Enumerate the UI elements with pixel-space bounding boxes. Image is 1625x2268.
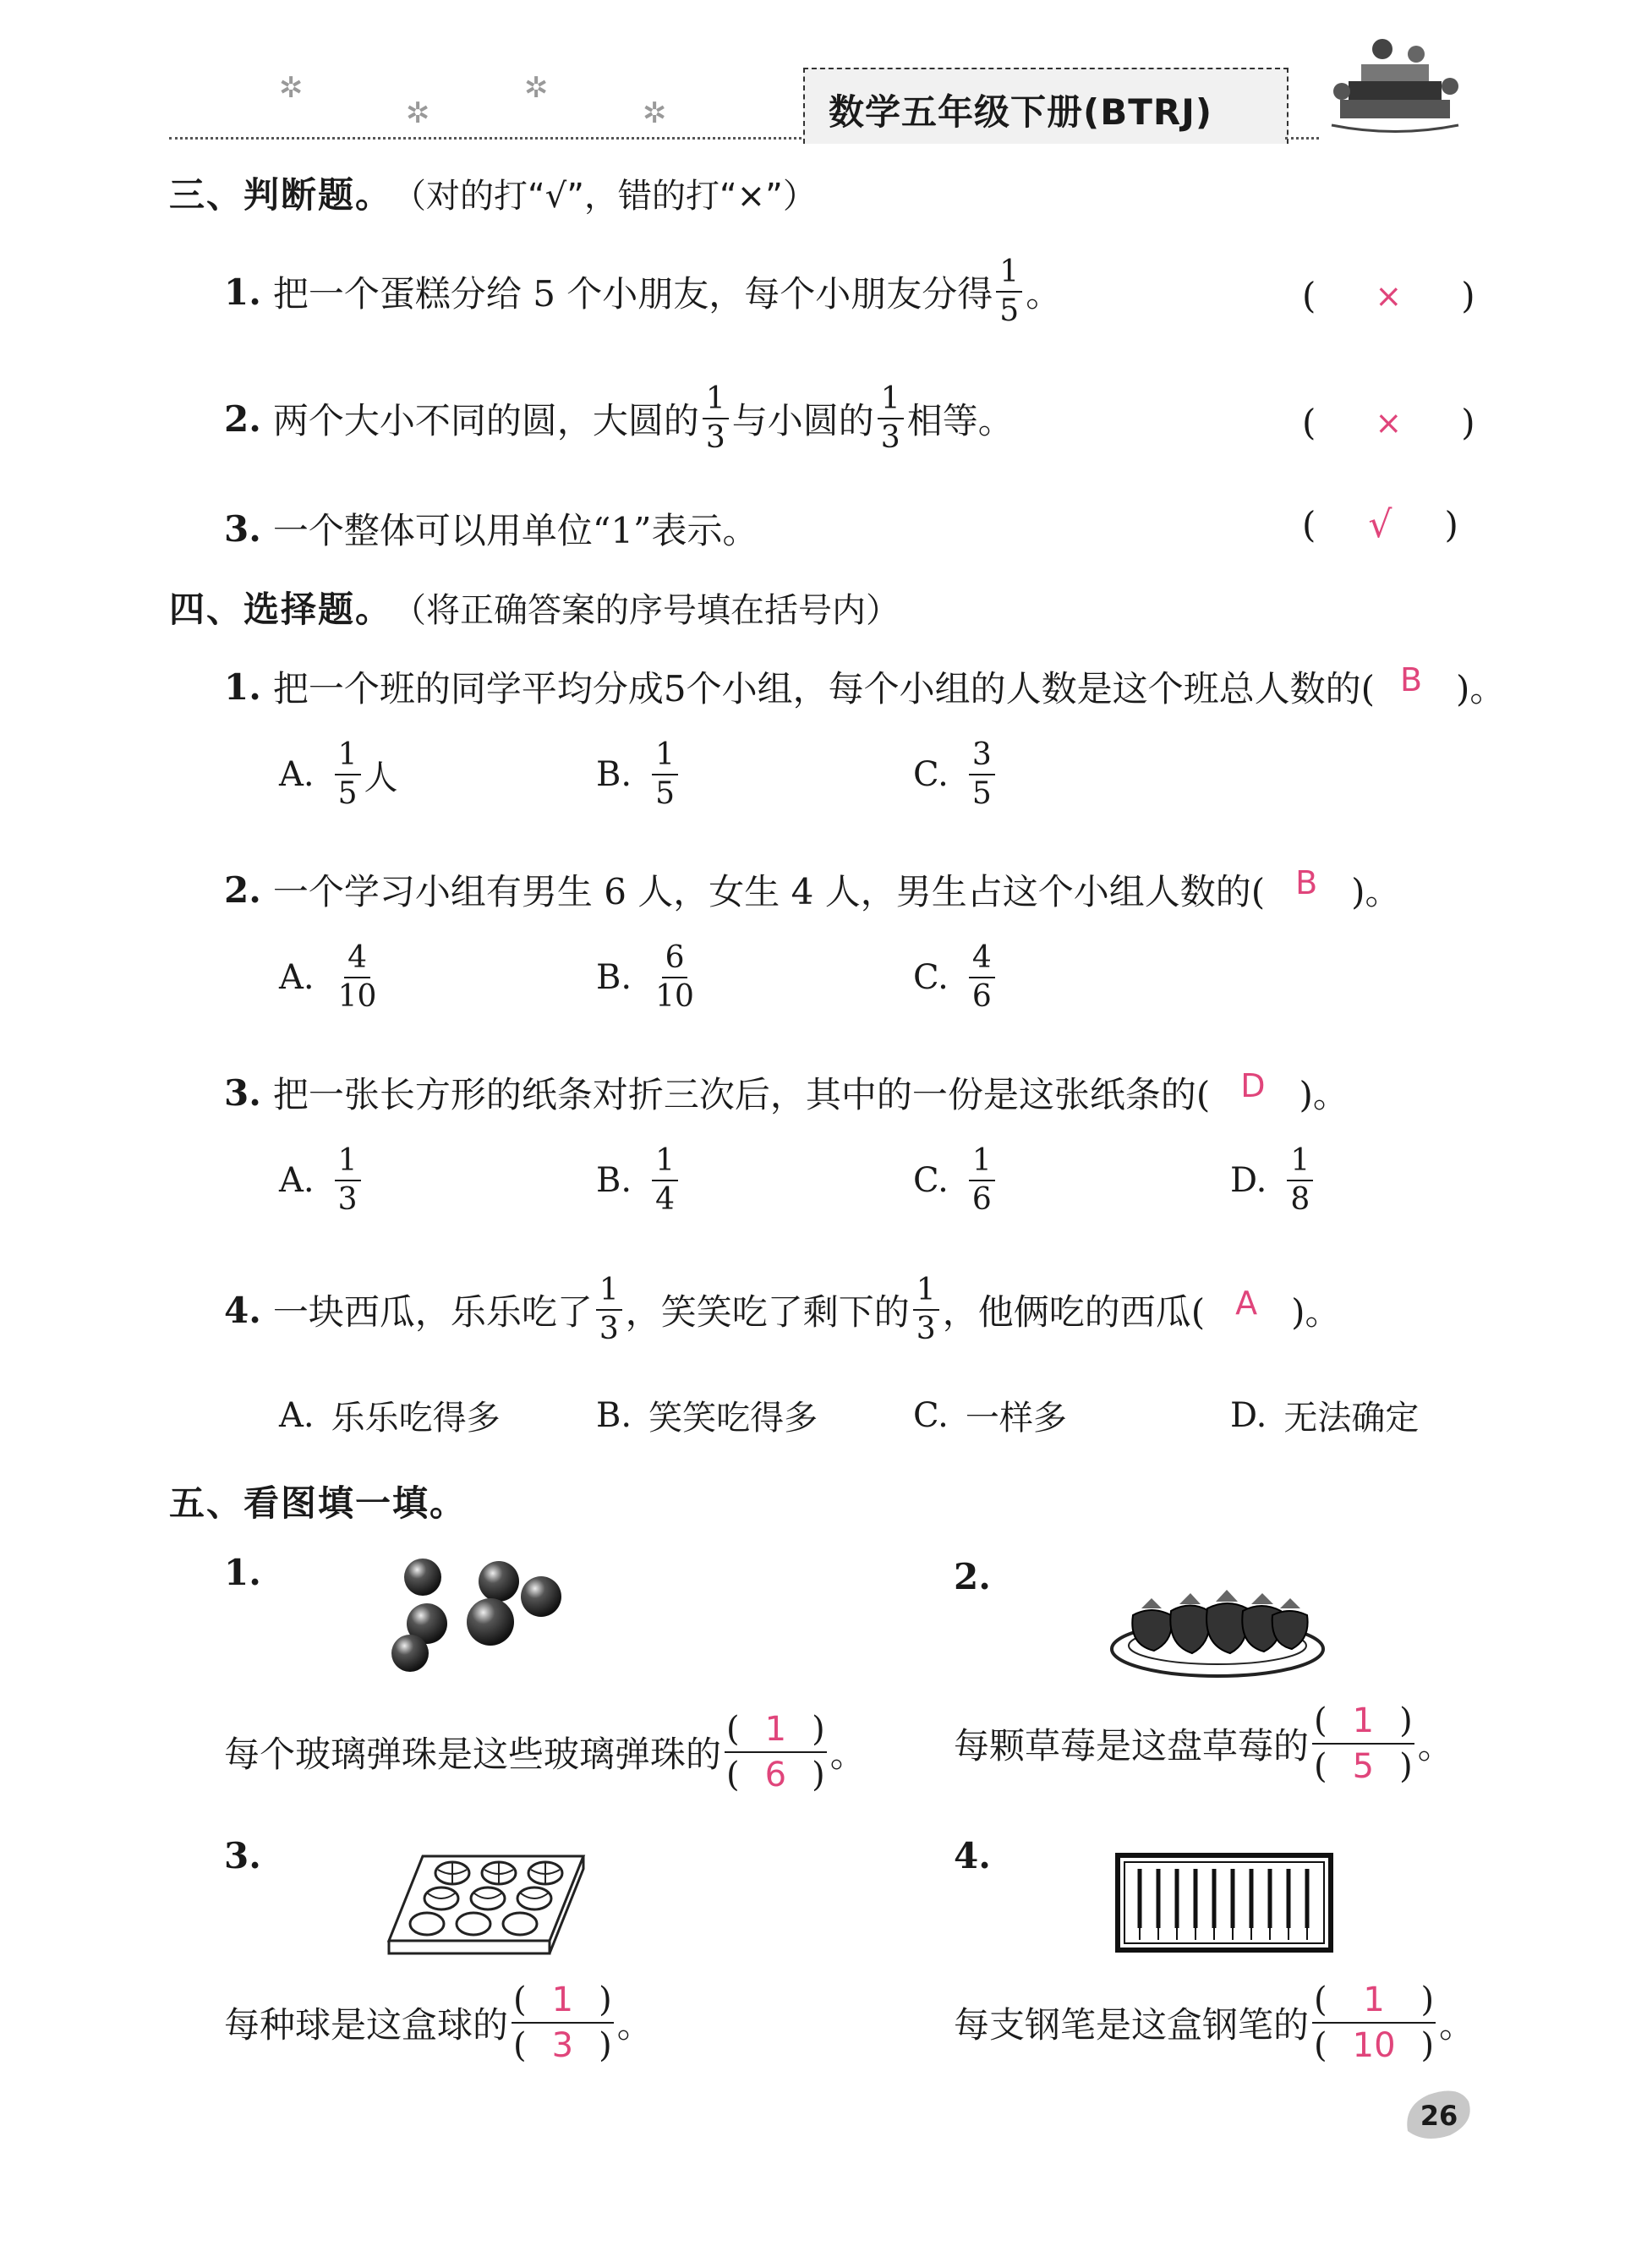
answer-paren-2[interactable]: ( × ) (1302, 402, 1475, 443)
item-text: 一个整体可以用单位“1”表示。 (272, 510, 758, 551)
svg-text:✲: ✲ (643, 96, 667, 130)
denominator: 5 (337, 776, 358, 811)
section4-heading (169, 582, 900, 633)
marbles-icon (376, 1548, 579, 1674)
denominator: 5 (655, 776, 676, 811)
section4-q1 (224, 661, 1505, 712)
item-number: 1. (224, 666, 261, 708)
section4-q3 (224, 1067, 1349, 1118)
denominator: 3 (599, 1312, 619, 1346)
option-label: D. (1230, 1395, 1267, 1435)
header-dotted-rule (169, 137, 812, 140)
section4-q2 (224, 864, 1401, 915)
header-dotted-rule-right (1285, 137, 1319, 140)
numerator: 1 (335, 1146, 361, 1181)
answer-mark: √ (1368, 503, 1392, 546)
option-label: B. (596, 755, 632, 794)
q3-option-a[interactable] (279, 1143, 364, 1217)
option-label: C. (913, 958, 949, 997)
answer-fraction[interactable]: ( 1 ) ( 6 ) (726, 1710, 825, 1794)
denominator: 4 (655, 1182, 676, 1217)
children-books-icon (1323, 32, 1467, 142)
section5-item-1-number: 1. (224, 1552, 261, 1593)
answer-fraction[interactable]: ( 1 ) ( 5 ) (1314, 1701, 1413, 1786)
answer-numerator: 1 (551, 1980, 574, 2019)
section5-title: 五、看图填一填。 (169, 1482, 468, 1524)
q2-option-b[interactable] (596, 940, 701, 1014)
numerator: 1 (652, 740, 678, 775)
flower-decorations (169, 59, 693, 144)
item-text-end: )。 (1291, 1291, 1341, 1333)
numerator: 1 (913, 1275, 939, 1311)
answer-choice[interactable]: B (1295, 864, 1318, 901)
item-number: 2. (224, 868, 261, 911)
numerator: 4 (969, 943, 995, 978)
denominator: 3 (705, 420, 725, 455)
numerator: 1 (969, 1146, 995, 1181)
item-text-end: 。 (829, 1734, 866, 1775)
answer-numerator: 1 (1352, 1701, 1375, 1740)
item-text: 把一张长方形的纸条对折三次后，其中的一份是这张纸条的( (272, 1074, 1211, 1115)
answer-choice[interactable]: B (1399, 661, 1423, 698)
option-label: A. (279, 1395, 315, 1435)
section5-item-3-text (224, 1980, 653, 2065)
numerator: 1 (703, 384, 729, 419)
item-text-end: 。 (1026, 273, 1062, 315)
q4-option-d[interactable] (1230, 1391, 1419, 1439)
answer-numerator: 1 (1363, 1980, 1385, 2019)
section5-item-4-text (954, 1980, 1475, 2065)
q1-option-b[interactable] (596, 737, 681, 811)
section4-note: （将正确答案的序号填在括号内） (392, 591, 900, 630)
denominator: 10 (655, 979, 694, 1014)
svg-text:✲: ✲ (279, 71, 304, 105)
item-text-end: 。 (1417, 1725, 1453, 1767)
fraction (703, 381, 729, 455)
denominator: 6 (971, 979, 992, 1014)
item-text: 每支钢笔是这盒钢笔的 (954, 2004, 1310, 2046)
marbles-image (376, 1548, 579, 1674)
item-text-end: )。 (1351, 871, 1401, 912)
q2-option-a[interactable] (279, 940, 383, 1014)
denominator: 5 (971, 776, 992, 811)
answer-paren-1[interactable]: ( × ) (1302, 275, 1475, 316)
header-decoration (169, 59, 693, 144)
option-label: C. (913, 1161, 949, 1200)
denominator: 8 (1290, 1182, 1310, 1217)
denominator: 6 (971, 1182, 992, 1217)
q1-option-c[interactable] (913, 737, 999, 811)
q3-option-b[interactable] (596, 1143, 681, 1217)
item-text: 一个学习小组有男生 6 人，女生 4 人，男生占这个小组人数的( (272, 871, 1266, 912)
item-text: 每个玻璃弹珠是这些玻璃弹珠的 (224, 1734, 722, 1775)
answer-fraction[interactable]: ( 1 ) ( 10 ) (1314, 1980, 1435, 2065)
fraction (878, 381, 904, 455)
svg-text:✲: ✲ (406, 96, 430, 130)
ball-box-image (380, 1848, 592, 1966)
numerator: 1 (652, 1146, 678, 1181)
numerator: 6 (662, 943, 688, 978)
strawberry-plate-icon (1108, 1573, 1327, 1683)
item-text-end: 。 (1439, 2004, 1475, 2046)
item-text: 把一个蛋糕分给 5 个小朋友，每个小朋友分得 (272, 273, 993, 315)
denominator: 3 (916, 1312, 936, 1346)
item-text-end: 。 (616, 2004, 653, 2046)
item-number: 3. (224, 1071, 261, 1114)
item-text: 把一个班的同学平均分成5个小组，每个小组的人数是这个班总人数的( (272, 668, 1375, 709)
option-text: 无法确定 (1283, 1399, 1420, 1438)
item-number: 2. (224, 397, 261, 440)
item-text-end: 相等。 (906, 400, 1014, 441)
item-text-end: )。 (1456, 668, 1506, 709)
section3-title: 三、判断题。 (169, 174, 393, 216)
option-label: A. (279, 1161, 315, 1200)
svg-text:✲: ✲ (524, 71, 549, 105)
answer-denominator: 6 (764, 1756, 787, 1794)
answer-paren-3[interactable]: ( √ ) (1302, 503, 1458, 546)
ball-box-icon (380, 1848, 592, 1966)
section5-item-4-number: 4. (954, 1835, 991, 1876)
numerator: 4 (344, 943, 370, 978)
denominator: 10 (337, 979, 377, 1014)
item-number: 4. (224, 1289, 261, 1331)
section5-item-3-number: 3. (224, 1835, 261, 1876)
section3-item-3 (224, 503, 758, 554)
answer-numerator: 1 (764, 1710, 787, 1749)
answer-denominator: 3 (551, 2026, 574, 2065)
answer-fraction[interactable]: ( 1 ) ( 3 ) (513, 1980, 612, 2065)
page-number: 26 (1420, 2100, 1458, 2132)
numerator: 1 (996, 257, 1022, 293)
pen-box-icon (1114, 1852, 1334, 1953)
option-text: 乐乐吃得多 (331, 1399, 501, 1438)
book-title: 数学五年级下册(BTRJ) (829, 91, 1213, 133)
fraction (996, 257, 1022, 326)
denominator: 3 (337, 1182, 358, 1217)
q2-option-c[interactable] (913, 940, 999, 1014)
denominator: 3 (880, 420, 900, 455)
item-text: 一块西瓜，乐乐吃了 (272, 1291, 593, 1333)
item-number: 3. (224, 507, 261, 550)
pen-box-image (1114, 1852, 1334, 1953)
item-text-post: ，他俩吃的西瓜( (942, 1291, 1206, 1333)
answer-choice[interactable]: A (1235, 1285, 1258, 1322)
option-text: 笑笑吃得多 (648, 1399, 818, 1438)
q4-option-c[interactable] (913, 1391, 1067, 1439)
q4-option-a[interactable] (279, 1391, 501, 1439)
option-label: B. (596, 958, 632, 997)
numerator: 1 (878, 384, 904, 419)
book-title-box (803, 68, 1289, 144)
denominator: 5 (999, 293, 1020, 328)
option-label: B. (596, 1161, 632, 1200)
section5-item-2-text (954, 1701, 1453, 1786)
section3-note: （对的打“√”，错的打“×”） (392, 177, 817, 216)
item-number: 1. (224, 271, 261, 313)
option-label: B. (596, 1395, 632, 1435)
numerator: 1 (596, 1275, 622, 1311)
q3-option-c[interactable] (913, 1143, 999, 1217)
option-label: A. (279, 958, 315, 997)
item-text: 两个大小不同的圆，大圆的 (272, 400, 699, 441)
q3-option-d[interactable] (1230, 1143, 1316, 1217)
answer-denominator: 5 (1352, 1747, 1375, 1786)
section3-item-1 (224, 254, 1061, 330)
section3-heading (169, 167, 817, 218)
answer-denominator: 10 (1352, 2026, 1396, 2065)
children-reading-illustration (1323, 32, 1467, 142)
option-suffix: 人 (364, 758, 398, 797)
item-text-mid: 与小圆的 (731, 400, 874, 441)
numerator: 1 (1287, 1146, 1313, 1181)
page-number-badge (1399, 2084, 1475, 2144)
option-label: D. (1230, 1161, 1267, 1200)
section4-q4 (224, 1275, 1340, 1345)
option-label: A. (279, 755, 315, 794)
q1-option-a[interactable] (279, 737, 398, 811)
item-text-end: )。 (1299, 1074, 1349, 1115)
section4-title: 四、选择题。 (169, 589, 393, 630)
option-text: 一样多 (965, 1399, 1067, 1438)
item-text-mid: ，笑笑吃了剩下的 (625, 1291, 910, 1333)
answer-mark: × (1375, 403, 1403, 441)
q4-option-b[interactable] (596, 1391, 818, 1439)
strawberry-plate-image (1108, 1573, 1327, 1683)
section3-item-2 (224, 381, 1014, 457)
option-label: C. (913, 755, 949, 794)
option-label: C. (913, 1395, 949, 1435)
section5-item-1-text (224, 1712, 866, 1792)
numerator: 1 (335, 740, 361, 775)
item-text: 每种球是这盒球的 (224, 2004, 509, 2046)
answer-mark: × (1375, 277, 1403, 315)
section5-item-2-number: 2. (954, 1556, 991, 1597)
item-text: 每颗草莓是这盘草莓的 (954, 1725, 1310, 1767)
answer-choice[interactable]: D (1240, 1067, 1266, 1104)
numerator: 3 (969, 740, 995, 775)
